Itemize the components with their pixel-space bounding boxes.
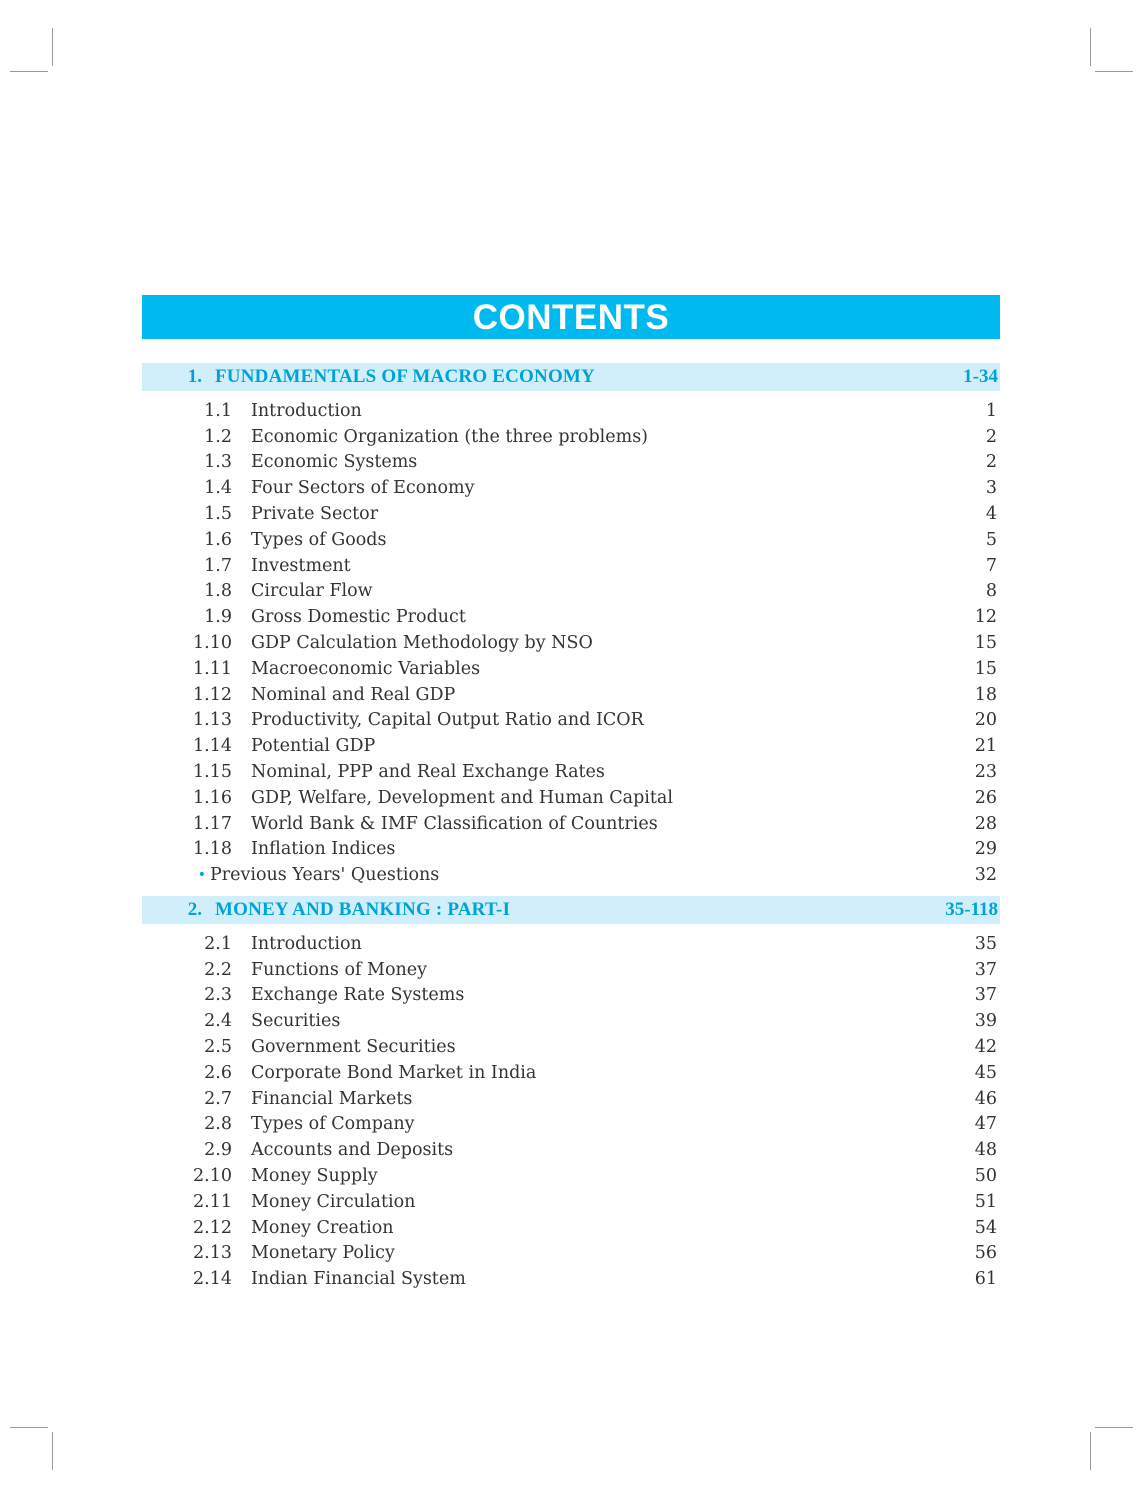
entry-page: 29: [974, 839, 997, 860]
chapter-1-entries: [142, 398, 1000, 888]
entry-page: 4: [985, 504, 997, 525]
entry-title: Nominal, PPP and Real Exchange Rates: [251, 762, 605, 783]
toc-entry[interactable]: [142, 450, 1000, 476]
entry-number: 1.11: [193, 658, 232, 679]
entry-page: 42: [974, 1037, 997, 1058]
entry-page: 7: [985, 555, 997, 576]
toc-entry[interactable]: [142, 1215, 1000, 1241]
entry-title: Money Creation: [251, 1217, 394, 1238]
entry-number: 1.14: [193, 736, 232, 757]
entry-number: 1.1: [204, 400, 232, 421]
chapter-heading[interactable]: [142, 363, 1000, 391]
toc-entry[interactable]: [142, 957, 1000, 983]
toc-entry[interactable]: [142, 1189, 1000, 1215]
toc-entry[interactable]: [142, 785, 1000, 811]
bullet-icon: •: [197, 867, 206, 884]
entry-page: 5: [985, 529, 997, 550]
toc-entry[interactable]: [142, 1112, 1000, 1138]
crop-mark-top-right-horizontal: [1095, 71, 1133, 72]
entry-title: Nominal and Real GDP: [251, 684, 456, 705]
entry-number: 1.3: [204, 452, 232, 473]
entry-title: Securities: [251, 1011, 341, 1032]
entry-page: 21: [974, 736, 997, 757]
entry-page: 56: [974, 1243, 997, 1264]
entry-title: Financial Markets: [251, 1088, 413, 1109]
entry-number: 2.13: [193, 1243, 232, 1264]
entry-title: Investment: [251, 555, 351, 576]
toc-entry[interactable]: [142, 630, 1000, 656]
entry-number: 1.10: [193, 633, 232, 654]
toc-entry[interactable]: [142, 475, 1000, 501]
entry-number: 1.8: [204, 581, 232, 602]
entry-title: Gross Domestic Product: [251, 607, 466, 628]
entry-title: Economic Systems: [251, 452, 418, 473]
entry-title: Inflation Indices: [251, 839, 396, 860]
entry-page: 12: [974, 607, 997, 628]
crop-mark-bottom-right-horizontal: [1095, 1427, 1133, 1428]
entry-page: 20: [974, 710, 997, 731]
entry-page: 51: [974, 1191, 997, 1212]
entry-number: 1.16: [193, 787, 232, 808]
chapter-number: 1.: [187, 366, 202, 387]
entry-title: Introduction: [251, 933, 362, 954]
toc-entry[interactable]: [142, 553, 1000, 579]
entry-number: 1.5: [204, 504, 232, 525]
chapter-2-entries: [142, 931, 1000, 1292]
entry-page: 35: [974, 933, 997, 954]
entry-number: 2.3: [204, 985, 232, 1006]
crop-mark-top-right-vertical: [1090, 28, 1091, 66]
entry-title: Introduction: [251, 400, 362, 421]
entry-number: 2.4: [204, 1011, 232, 1032]
toc-entry[interactable]: [142, 733, 1000, 759]
chapter-2-section: [142, 896, 1000, 1292]
entry-page: 1: [985, 400, 997, 421]
entry-number: 2.10: [193, 1166, 232, 1187]
entry-page: 61: [974, 1269, 997, 1290]
entry-title: Money Supply: [251, 1166, 378, 1187]
chapter-title: FUNDAMENTALS OF MACRO ECONOMY: [215, 366, 595, 387]
toc-entry[interactable]: [142, 811, 1000, 837]
crop-mark-bottom-left-horizontal: [10, 1427, 48, 1428]
entry-page: 37: [974, 959, 997, 980]
entry-number: 2.9: [204, 1140, 232, 1161]
entry-page: 15: [974, 658, 997, 679]
entry-page: 45: [974, 1062, 997, 1083]
toc-entry[interactable]: [142, 1163, 1000, 1189]
entry-title: Money Circulation: [251, 1191, 416, 1212]
toc-entry[interactable]: [142, 1034, 1000, 1060]
chapter-title: MONEY AND BANKING : PART-I: [215, 899, 511, 920]
entry-page: 2: [985, 452, 997, 473]
entry-title: Types of Company: [251, 1114, 415, 1135]
entry-title: Productivity, Capital Output Ratio and ICOR: [251, 710, 644, 731]
chapter-page-range: 35-118: [945, 899, 998, 920]
entry-page: 8: [985, 581, 997, 602]
entry-title: Previous Years' Questions: [210, 865, 440, 886]
crop-mark-top-left-horizontal: [10, 71, 48, 72]
entry-number: 2.12: [193, 1217, 232, 1238]
entry-page: 47: [974, 1114, 997, 1135]
entry-page: 48: [974, 1140, 997, 1161]
crop-mark-bottom-right-vertical: [1090, 1432, 1091, 1470]
entry-number: 1.6: [204, 529, 232, 550]
entry-page: 54: [974, 1217, 997, 1238]
entry-number: 1.17: [193, 813, 232, 834]
chapter-heading[interactable]: [142, 896, 1000, 924]
toc-entry[interactable]: [142, 604, 1000, 630]
entry-title: GDP, Welfare, Development and Human Capital: [251, 787, 673, 808]
entry-title: Government Securities: [251, 1037, 456, 1058]
entry-page: 50: [974, 1166, 997, 1187]
entry-number: 1.12: [193, 684, 232, 705]
entry-number: 1.7: [204, 555, 232, 576]
toc-entry[interactable]: [142, 759, 1000, 785]
entry-page: 46: [974, 1088, 997, 1109]
entry-title: GDP Calculation Methodology by NSO: [251, 633, 593, 654]
toc-entry-previous-questions[interactable]: [142, 862, 1000, 888]
chapter-page-range: 1-34: [963, 366, 998, 387]
entry-page: 23: [974, 762, 997, 783]
toc-entry[interactable]: [142, 1137, 1000, 1163]
entry-number: 1.4: [204, 478, 232, 499]
toc-entry[interactable]: [142, 1008, 1000, 1034]
entry-number: 2.8: [204, 1114, 232, 1135]
entry-title: Private Sector: [251, 504, 379, 525]
entry-page: 18: [974, 684, 997, 705]
entry-number: 2.2: [204, 959, 232, 980]
entry-page: 2: [985, 426, 997, 447]
toc-entry[interactable]: [142, 983, 1000, 1009]
entry-title: Circular Flow: [251, 581, 373, 602]
entry-number: 1.15: [193, 762, 232, 783]
entry-title: Corporate Bond Market in India: [251, 1062, 537, 1083]
entry-number: 2.5: [204, 1037, 232, 1058]
toc-entry[interactable]: [142, 527, 1000, 553]
toc-entry[interactable]: [142, 1086, 1000, 1112]
entry-number: 2.1: [204, 933, 232, 954]
entry-number: 2.7: [204, 1088, 232, 1109]
entry-title: Potential GDP: [251, 736, 376, 757]
entry-page: 28: [974, 813, 997, 834]
crop-mark-top-left-vertical: [52, 28, 53, 66]
entry-page: 3: [985, 478, 997, 499]
entry-number: 2.14: [193, 1269, 232, 1290]
toc-entry[interactable]: [142, 682, 1000, 708]
toc-entry[interactable]: [142, 837, 1000, 863]
entry-number: 1.9: [204, 607, 232, 628]
toc-entry[interactable]: [142, 398, 1000, 424]
toc-entry[interactable]: [142, 931, 1000, 957]
entry-number: 2.11: [193, 1191, 232, 1212]
entry-title: Indian Financial System: [251, 1269, 466, 1290]
entry-title: World Bank & IMF Classification of Countries: [251, 813, 658, 834]
contents-banner: CONTENTS: [142, 295, 1000, 339]
entry-title: Monetary Policy: [251, 1243, 395, 1264]
entry-title: Exchange Rate Systems: [251, 985, 465, 1006]
entry-page: 32: [974, 865, 997, 886]
entry-page: 26: [974, 787, 997, 808]
toc-entry[interactable]: [142, 708, 1000, 734]
entry-number: 1.13: [193, 710, 232, 731]
crop-mark-bottom-left-vertical: [52, 1432, 53, 1470]
toc-entry[interactable]: [142, 656, 1000, 682]
entry-page: 37: [974, 985, 997, 1006]
entry-title: Types of Goods: [251, 529, 387, 550]
toc-entry[interactable]: [142, 424, 1000, 450]
chapter-1-section: [142, 363, 1000, 888]
entry-number: 1.18: [193, 839, 232, 860]
entry-title: Functions of Money: [251, 959, 428, 980]
entry-title: Four Sectors of Economy: [251, 478, 475, 499]
entry-title: Macroeconomic Variables: [251, 658, 481, 679]
chapter-number: 2.: [187, 899, 202, 920]
entry-number: 1.2: [204, 426, 232, 447]
entry-page: 39: [974, 1011, 997, 1032]
toc-entry[interactable]: [142, 501, 1000, 527]
toc-entry[interactable]: [142, 1241, 1000, 1267]
entry-title: Economic Organization (the three problems): [251, 426, 648, 447]
toc-entry[interactable]: [142, 1060, 1000, 1086]
entry-page: 15: [974, 633, 997, 654]
entry-number: 2.6: [204, 1062, 232, 1083]
toc-entry[interactable]: [142, 579, 1000, 605]
entry-title: Accounts and Deposits: [251, 1140, 454, 1161]
toc-entry[interactable]: [142, 1266, 1000, 1292]
